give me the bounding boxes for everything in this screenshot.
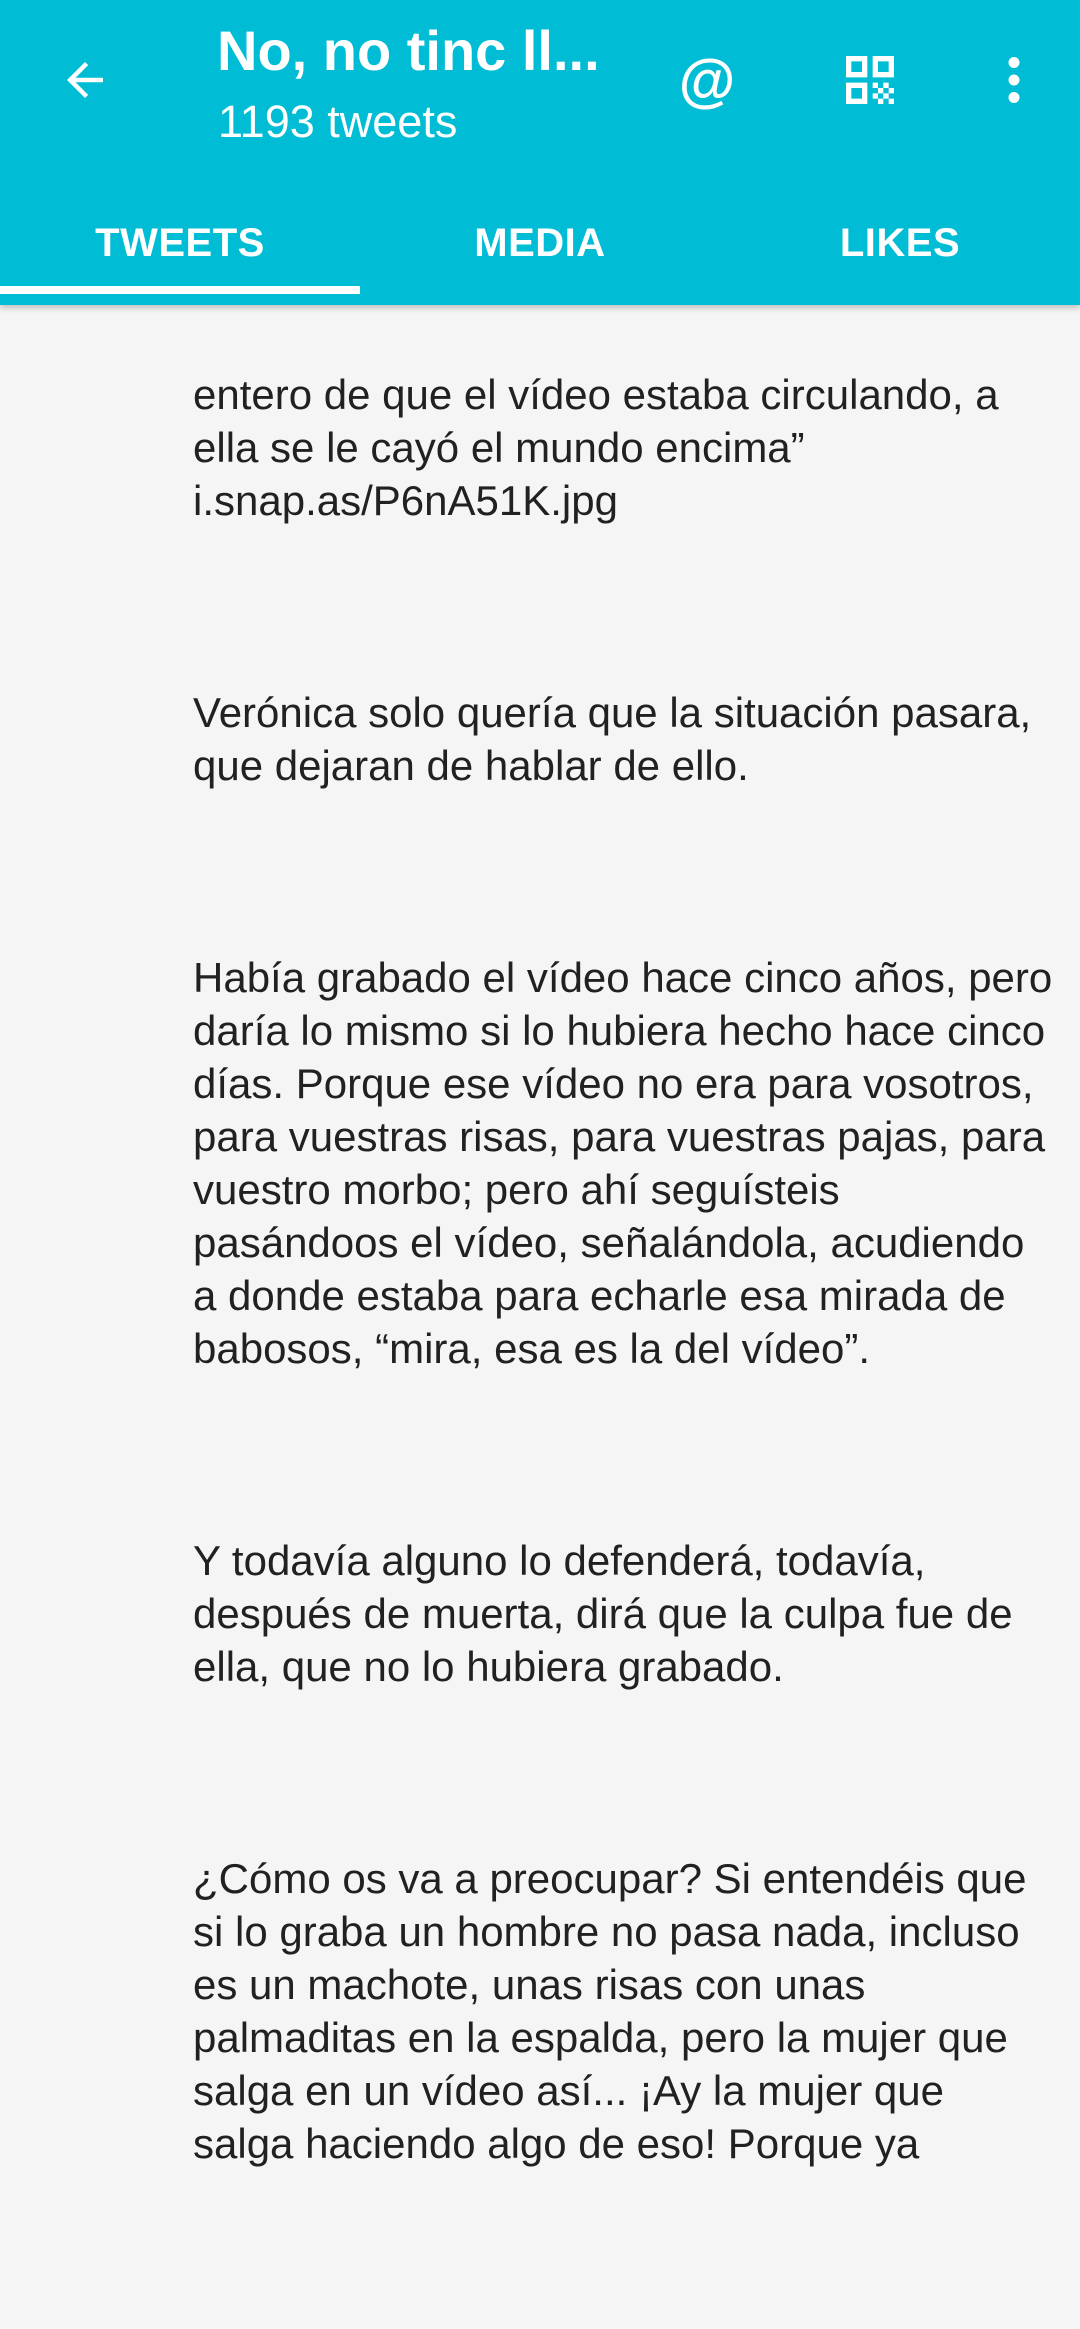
tab-bar: [0, 182, 1080, 305]
overflow-menu-button[interactable]: [991, 45, 1037, 115]
tab-media[interactable]: MEDIA: [474, 221, 606, 265]
at-icon: @: [678, 47, 736, 113]
tweet-count: 1193 tweets: [218, 96, 458, 147]
tab-tweets[interactable]: TWEETS: [0, 182, 360, 305]
tweet-paragraph: Verónica solo quería que la situación pasara, que dejaran de hablar de ello.: [193, 689, 1043, 789]
page-title: No, no tinc ll...: [217, 19, 600, 82]
qr-code-icon: [838, 48, 902, 112]
arrow-left-icon: [58, 53, 112, 107]
mention-button[interactable]: [672, 40, 742, 120]
tweet-paragraph: entero de que el vídeo estaba circulando, a ella se le cayó el mundo encima” i.snap.as/P6nA51K.jpg: [193, 371, 999, 524]
tweet-paragraph: Y todavía alguno lo defenderá, todavía, después de muerta, dirá que la culpa fue de ella, que no lo hubiera grabado.: [193, 1537, 1025, 1690]
back-button[interactable]: [50, 45, 120, 115]
qr-code-button[interactable]: [835, 45, 905, 115]
app-bar: [0, 0, 1080, 305]
more-vert-icon: [991, 50, 1037, 110]
tweet-body: [193, 262, 1064, 2329]
tab-likes[interactable]: LIKES: [839, 221, 961, 265]
tweet-paragraph: Había grabado el vídeo hace cinco años, pero daría lo mismo si lo hubiera hecho hace cinco días. Porque ese vídeo no era para vosotros, para vuestras risas, para vuestras pajas, para vuestro morbo; pero ahí seguísteis pasándoos el vídeo, señalándola, acudiendo a donde estaba para echarle esa mirada de babosos, “mira, esa es la del vídeo”.: [193, 954, 1064, 1372]
tweet-paragraph: ¿Cómo os va a preocupar? Si entendéis que si lo graba un hombre no pasa nada, incluso es un machote, unas risas con unas palmaditas en la espalda, pero la mujer que salga en un vídeo así... ¡Ay la mujer que salga haciendo algo de eso! Porque ya: [193, 1855, 1039, 2167]
